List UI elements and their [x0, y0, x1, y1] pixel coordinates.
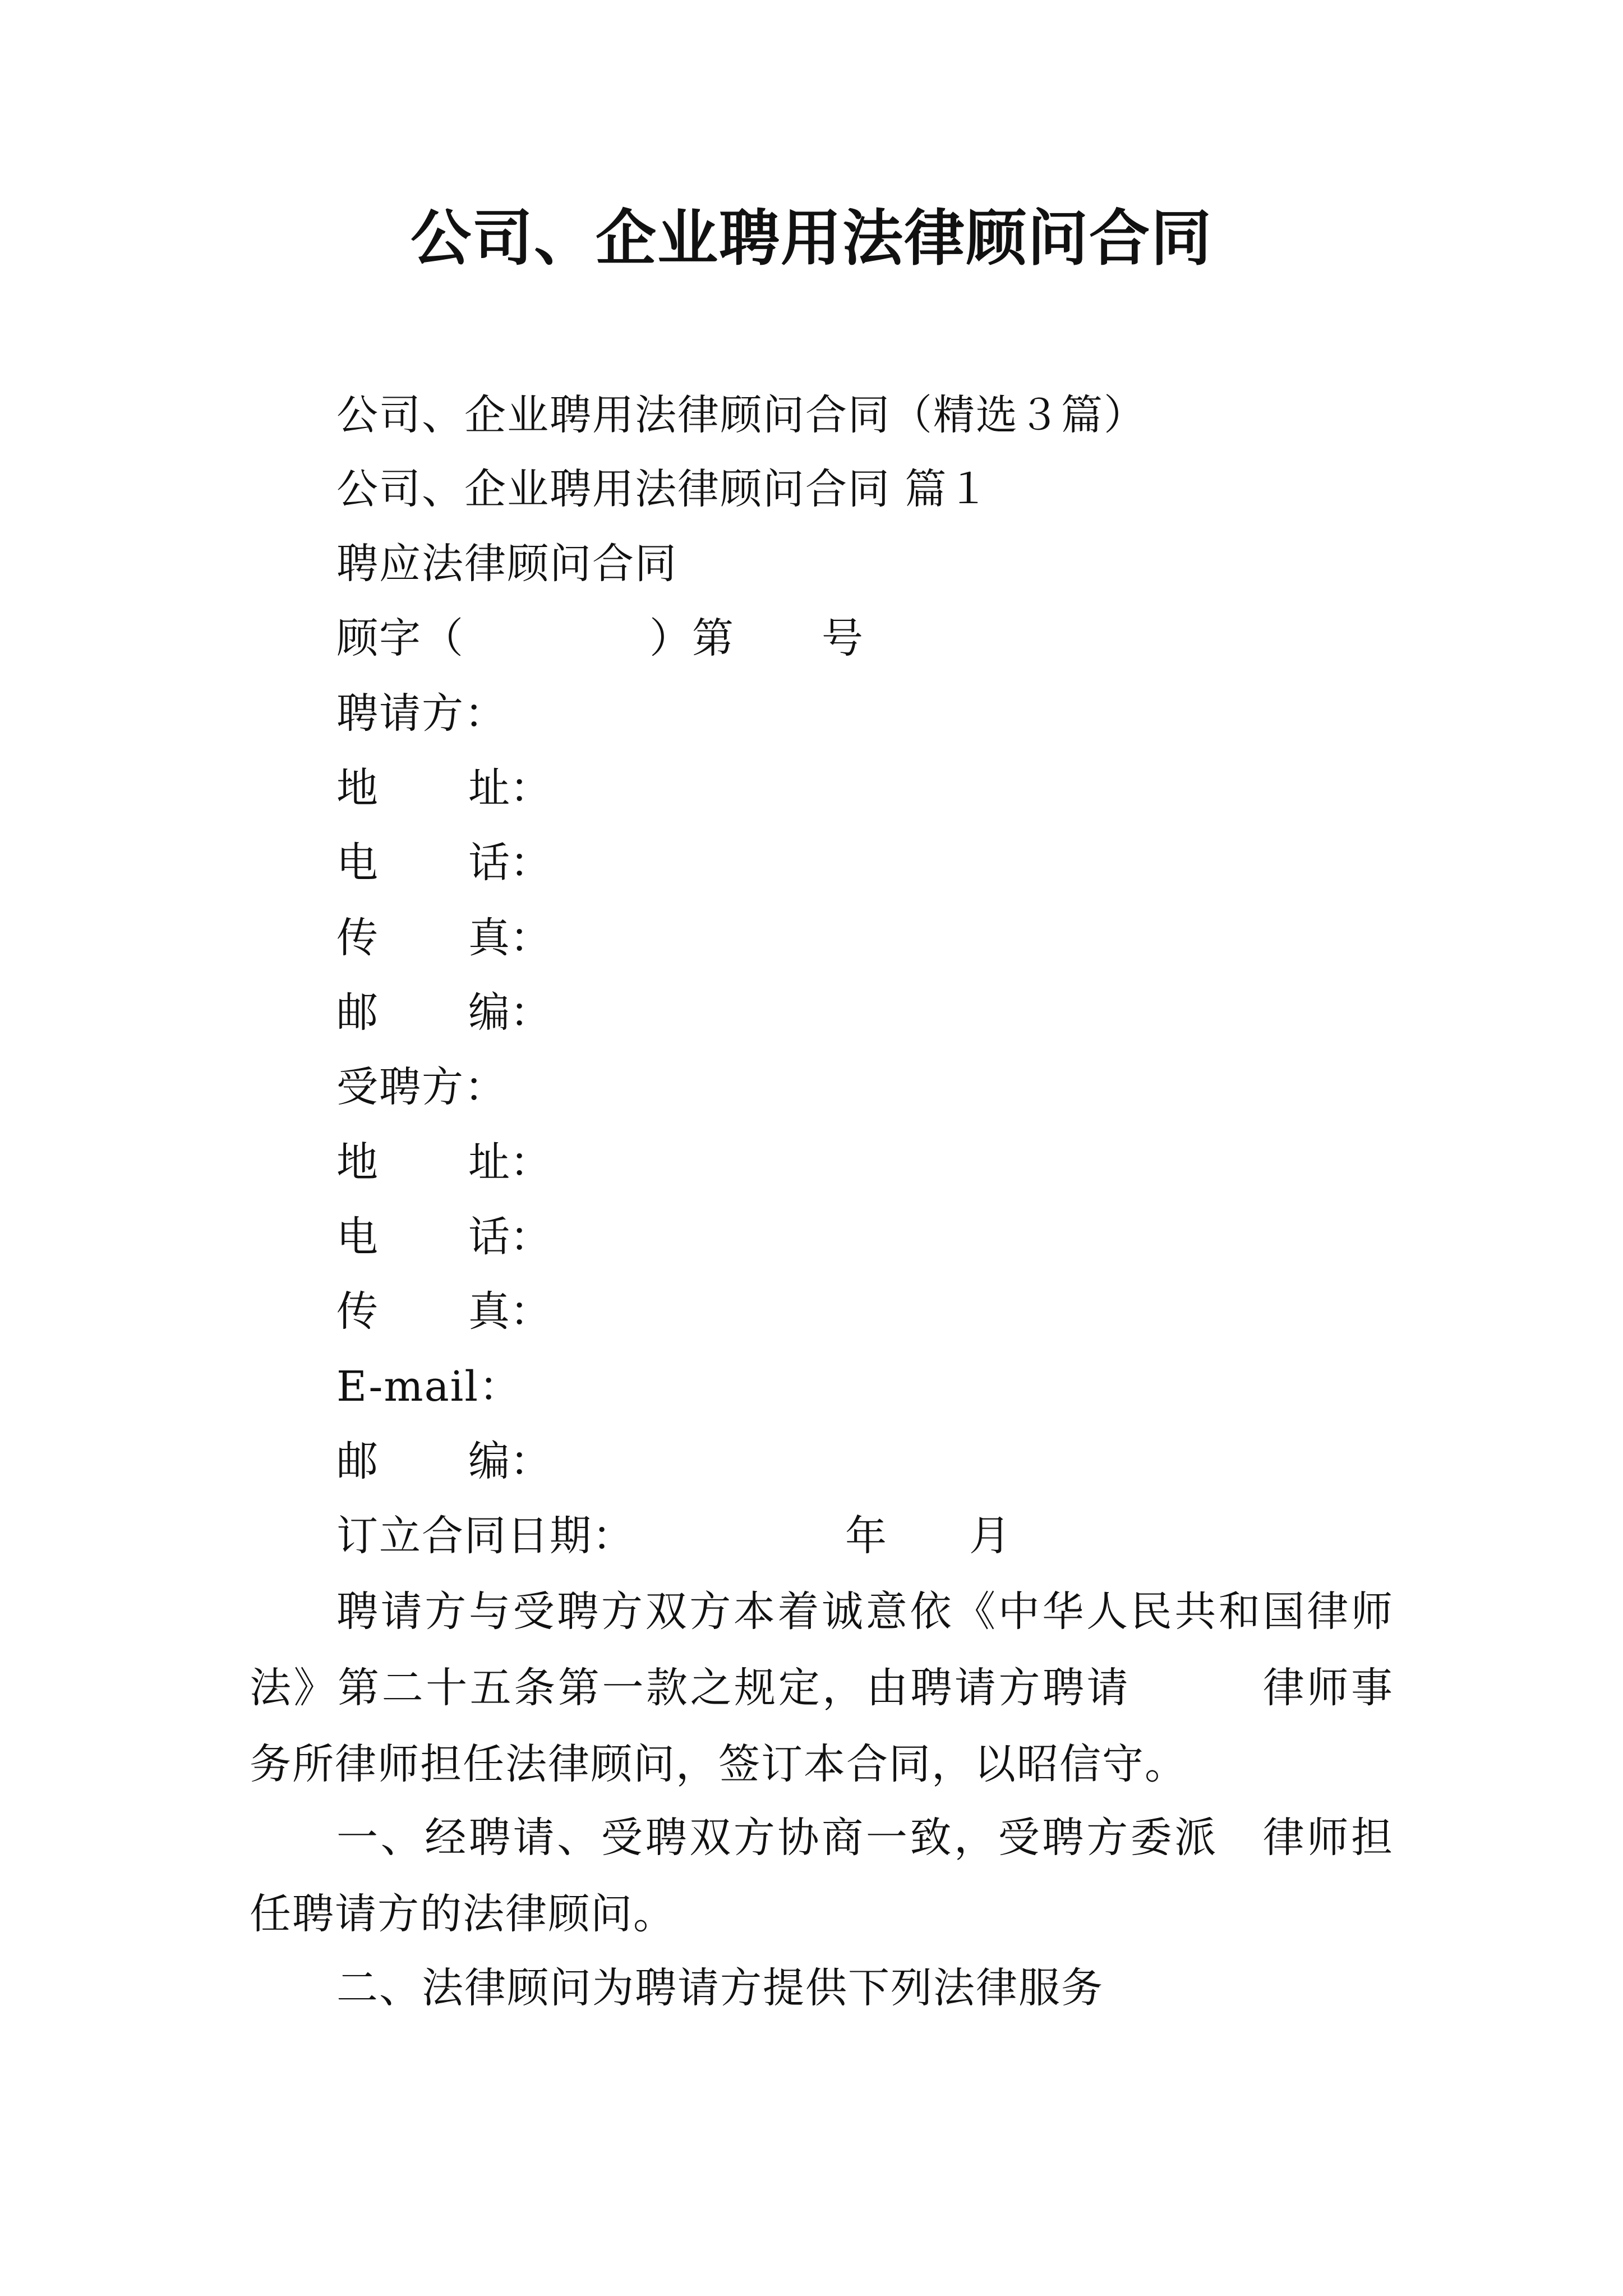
employer-address-field: 地 址： — [336, 764, 551, 812]
employer-phone-field: 电 话： — [336, 839, 551, 887]
employee-fax-field: 传 真： — [336, 1287, 551, 1336]
employer-label: 聘请方： — [336, 689, 507, 738]
contract-name: 聘应法律顾问合同 — [336, 540, 677, 588]
employee-postcode-field: 邮 编： — [336, 1437, 551, 1485]
sign-date-month: 月 — [969, 1512, 1012, 1560]
contract-number-prefix: 顾字（ — [336, 614, 464, 662]
employer-postcode-field: 邮 编： — [336, 988, 551, 1037]
contract-number-line — [336, 610, 864, 666]
employee-label: 受聘方： — [336, 1063, 507, 1111]
document-title: 公司、企业聘用法律顾问合同 — [410, 203, 1212, 274]
sign-date-year: 年 — [845, 1512, 888, 1560]
preamble-paragraph: 聘请方与受聘方双方本着诚意依《中华人民共和国律师法》第二十五条第一款之规定，由聘请方聘请 律师事务所律师担任法律顾问，签订本合同，以昭信守。 — [250, 1588, 1394, 1788]
contract-number-middle: ）第 — [649, 614, 735, 662]
clause-two-paragraph: 二、法律顾问为聘请方提供下列法律服务 — [336, 1964, 1104, 2012]
section-heading: 公司、企业聘用法律顾问合同 篇１ — [336, 465, 990, 513]
clause-one-paragraph: 一、经聘请、受聘双方协商一致，受聘方委派 律师担任聘请方的法律顾问。 — [250, 1814, 1394, 1938]
selected-subtitle: 公司、企业聘用法律顾问合同（精选３篇） — [336, 391, 1146, 439]
employee-email-field: E-mail： — [336, 1363, 522, 1411]
sign-date-line — [336, 1508, 1012, 1564]
employee-phone-field: 电 话： — [336, 1213, 551, 1261]
contract-number-suffix: 号 — [822, 614, 864, 662]
employer-fax-field: 传 真： — [336, 914, 551, 962]
employee-address-field: 地 址： — [336, 1138, 551, 1186]
sign-date-label: 订立合同日期： — [336, 1512, 635, 1560]
